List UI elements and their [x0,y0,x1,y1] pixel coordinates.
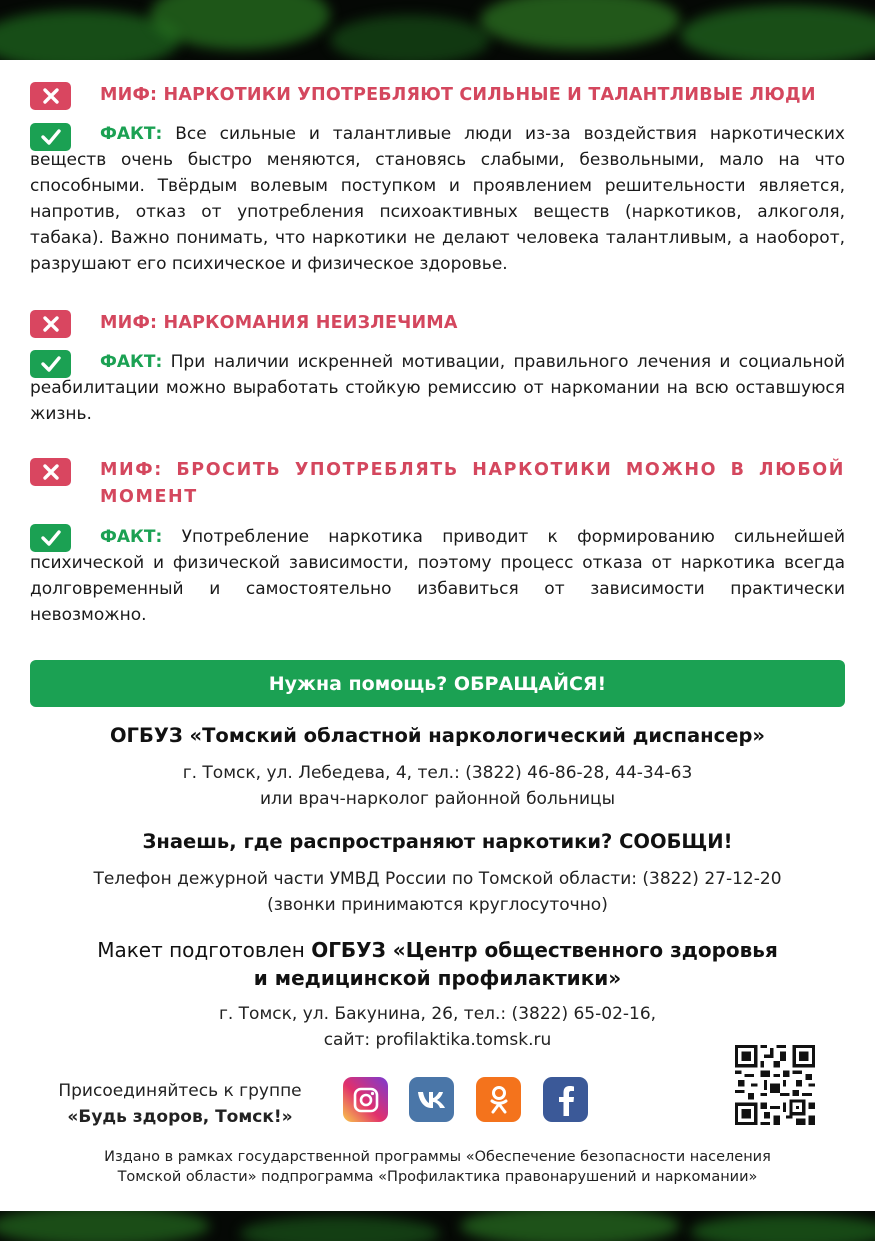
join-line: Присоединяйтесь к группе [58,1081,302,1101]
top-smoke-banner [0,0,875,60]
instagram-icon[interactable] [343,1077,388,1122]
report-phone: Телефон дежурной части УМВД России по Томской области: (3822) 27-12-20 [93,869,782,889]
report-title: Знаешь, где распространяют наркотики? СООБЩИ! [142,830,733,853]
bottom-smoke-banner [0,1211,875,1241]
report-note: (звонки принимаются круглосуточно) [267,895,608,915]
myth-text-1: МИФ: НАРКОТИКИ УПОТРЕБЛЯЮТ СИЛЬНЫЕ И ТАЛАНТЛИВЫЕ ЛЮДИ [100,85,816,105]
odnoklassniki-icon[interactable] [476,1077,521,1122]
fact-text-3: ФАКТ: Употребление наркотика приводит к формированию сильнейшей психической и физической зависимости, поэтому процесс отказа от наркотика всегда долговременный и самостоятельно избавиться от зависимости практически невозможно. [30,527,845,625]
cross-icon [30,310,71,338]
dispensary-address: г. Томск, ул. Лебедева, 4, тел.: (3822) 46-86-28, 44-34-63 [182,763,693,783]
fact-text-1: ФАКТ: Все сильные и талантливые люди из-за воздействия наркотических веществ очень быстро меняются, становясь слабыми, безвольными, мало на что способными. Твёрдым волевым поступком и проявлением решительности является, напротив, отказ от употребления психоактивных веществ (наркотиков, алкоголя, табака). Важно понимать, что наркотики не делают человека талантливым, а наоборот, разрушают его психическое и физическое здоровье. [30,124,845,274]
cross-icon [30,82,71,110]
footer-line-1: Издано в рамках государственной программы «Обеспечение безопасности населения [104,1149,771,1165]
myth-text-3: МИФ: БРОСИТЬ УПОТРЕБЛЯТЬ НАРКОТИКИ МОЖНО В ЛЮБОЙ МОМЕНТ [100,460,845,507]
maker-site[interactable]: сайт: profilaktika.tomsk.ru [323,1030,552,1050]
dispensary-name: ОГБУЗ «Томский областной наркологический диспансер» [109,724,765,747]
vk-icon[interactable] [409,1077,454,1122]
cross-icon [30,458,71,486]
maker-address: г. Томск, ул. Бакунина, 26, тел.: (3822) 65-02-16, [218,1004,657,1024]
qr-code[interactable] [735,1045,815,1125]
fact-text-2: ФАКТ: При наличии искренней мотивации, правильного лечения и социальной реабилитации можно выработать стойкую ремиссию от наркомании на всю оставшуюся жизнь. [30,352,846,424]
group-name: «Будь здоров, Томск!» [67,1107,293,1127]
join-group [30,1078,330,1130]
myth-text-2: МИФ: НАРКОМАНИЯ НЕИЗЛЕЧИМА [100,313,458,333]
facebook-icon[interactable] [543,1077,588,1122]
help-banner: Нужна помощь? ОБРАЩАЙСЯ! [30,660,845,707]
dispensary-alt: или врач-нарколог районной больницы [259,789,616,809]
footer-note [30,1147,845,1187]
footer-line-2: Томской области» подпрограмма «Профилактика правонарушений и наркомании» [117,1169,758,1185]
maker-line-2: и медицинской профилактики» [253,966,622,990]
maker-line-1: Макет подготовлен ОГБУЗ «Центр общественного здоровья [97,938,778,962]
